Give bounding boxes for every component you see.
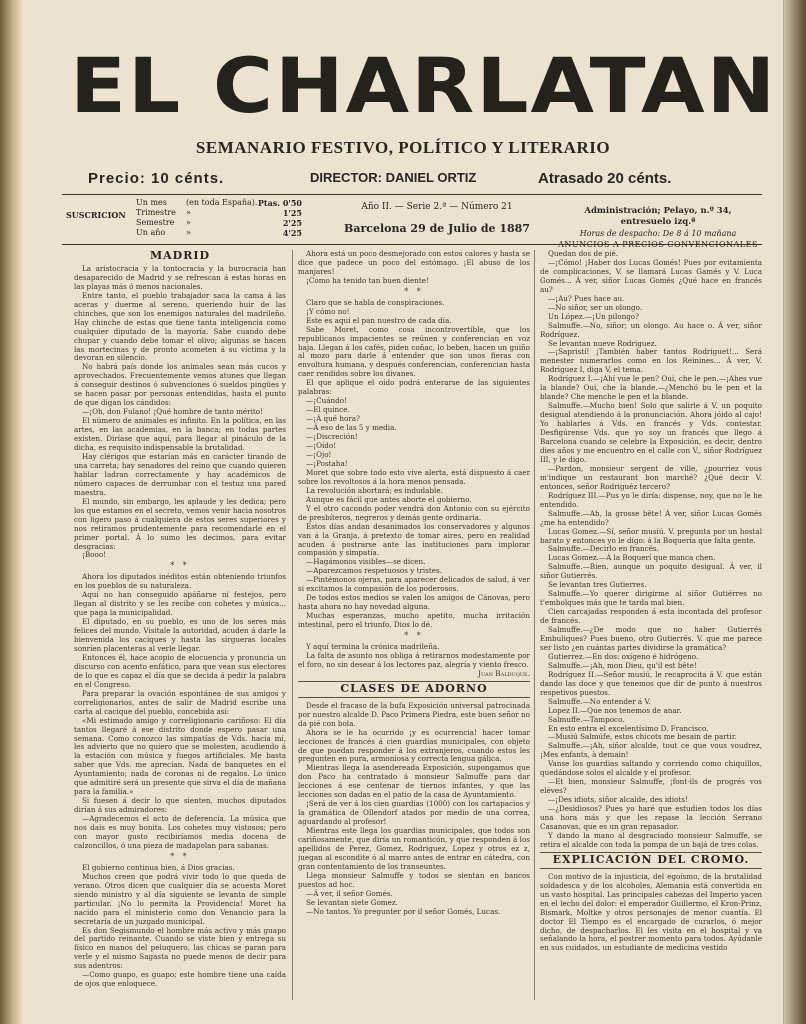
- paragraph: Rodríguez I.—¡Ahí vue le pen? Oui, che le pen.—¡Ahes vue la blande? Oui, che la blande.—¿Menchó bu le pen et la blande? Che menche le pen et la blande.: [540, 374, 762, 402]
- column-divider: [292, 250, 293, 1000]
- paragraph: Lucas Gomez.—Á la Boquerí que manca chen.: [548, 553, 716, 563]
- subscription-label: SUSCRICION: [66, 210, 126, 220]
- paragraph: El que aplique el oído podrá enterarse de las siguientes palabras:: [298, 378, 530, 397]
- author-signature: Juan Balduque.: [478, 668, 530, 678]
- column-middle: [298, 250, 530, 1006]
- paragraph: Salmuffe.—¿De modo que no haber Gutierrés Embuliques? Pues bueno, otro Gutierrés. V. que me parece ser listo ¿en cuántas partes dividirse la gramática?: [540, 625, 762, 652]
- paragraph: Salmuffe.—Ah, la grosse bête! Á ver, siñor Lucas Gomés ¿me ha entendido?: [540, 508, 762, 527]
- newspaper-page: [22, 0, 784, 1024]
- dialogue-line: —¡Cuándo!: [306, 396, 347, 406]
- paragraph: —Agradecemos el acto de deferencia. La música que nos dais es muy bonita. Los cohetes muy vistosos; pero con mayor gusto recibiríamos media docena de calzoncillos, ó una pieza de madapolan para sabanas.: [74, 814, 286, 850]
- paragraph: Y el otro cacondo poder vendrá don Antonio con su ejército de presbíteros, negreros y demás gente ordinaria.: [298, 503, 530, 522]
- paragraph: Si fuesen á decir lo que sienten, muchos diputados dirían á sus admiradores:: [74, 796, 286, 815]
- paragraph: ¡Como ha tenido tan buen diente!: [306, 275, 429, 285]
- masthead-title: EL CHARLATAN: [70, 42, 778, 131]
- paragraph: —¡Des idiots, siñor alcalde, des idiots!: [548, 795, 688, 805]
- issue-info: [322, 202, 552, 235]
- paragraph: Sabe Moret, como cosa incontrovertible, que los republicanos impacientes se reúnen y conferencian en voz baja. Llegan á los cafés, piden coñac, lo beben, hacen un guiño al mozo para darle á entender que son unos fieras con envoltura humana, y después conferencian, conferencian hasta caer rendidos sobre los divanes.: [298, 324, 530, 379]
- paragraph: —¡Sapristí! ¡También haber tantos Rodriguet!... Será menester numerarlos como en los Reinines... Á ver, V. Rodriguez I, diga V, el tema.: [540, 347, 762, 375]
- paragraph: La falta de asunto nos obliga á retirarnos modestamente por el foro, no sin desear á los lectores paz, alegría y viento fresco.: [298, 650, 530, 669]
- page-edge: [784, 0, 806, 1024]
- paragraph: Salmuffe.—No, siñor; un olongo. Au hace o. Á ver, siñor Rodríguez.: [540, 320, 762, 339]
- paragraph: La revolución abortará; es indudable.: [306, 485, 443, 495]
- paragraph: Rodríguez III.—Pus yo le diría: dispense, noy, que no le he entendido.: [540, 490, 762, 509]
- article-heading: MADRID: [149, 250, 211, 262]
- paragraph: —No siñor, ser un olongo.: [548, 302, 643, 312]
- paragraph: El diputado, en su pueblo, es uno de los seres más felices del mundo. Visitale la autoridad, acuden á darle la bienvenida los caciques y hasta las sirgueras locales sonríen placenteras al verle llegar.: [74, 617, 286, 653]
- paragraph: Salmuffe.—Decirlo en francés.: [548, 544, 659, 554]
- paragraph: Salmuffe.—Mucho bien! Solo que salirle á V. un poquito desigual atendiendo á la pronunciación. Ahora jóido al cajo! Yo hablarles á Vds. en francés y Vds. contestar. Desfigúrense Vds. que yo soy un francés que llego á Barcelona cuando se celebre la Exposición, es decir, dentro dies años y me encuentro en el calle con V., siñor Rodríguez III, y le digo.: [540, 401, 762, 464]
- director-label: DIRECTOR: DANIEL ORTIZ: [310, 170, 477, 185]
- paragraph: Salmuffe.—Bien, aunque un poquito desigual. Á ver, il siñor Gutierrés.: [540, 562, 762, 581]
- masthead-subtitle: SEMANARIO FESTIVO, POLÍTICO Y LITERARIO: [195, 138, 611, 157]
- paragraph: Aunque es fácil que antes aborte el gobierno.: [306, 494, 472, 504]
- paragraph: No habrá país donde los animales sean más cucos y aprovechados. Frecuentemente vemos atunes que llegan á conseguir destinos ó subvenciones ó sueldos pingües y se hacen pasar por personas entendidas, hasta el punto de que digan los cándidos:: [74, 362, 286, 408]
- paragraph: —¡Au? Pues hace au.: [548, 293, 625, 303]
- issue-date: Barcelona 29 de Julio de 1887: [344, 222, 530, 235]
- paragraph: —Musiú Salmúfe, estos chicots me besain de partir.: [548, 732, 737, 742]
- dialogue-line: —Á eso de las 5 y media.: [306, 423, 397, 433]
- subscription-block: [66, 198, 306, 240]
- paragraph: —Pintémonos ojeras, para aparecer delicados de salud, á ver si excitamos la compasión de los poderosos.: [298, 575, 530, 594]
- paragraph: —Á ver, il señor Gomés.: [306, 888, 393, 898]
- admin-address: Administración; Pelayo, n.º 34, entresuelo izq.ª: [584, 206, 732, 227]
- dialogue-line: —¡Discreción!: [306, 432, 358, 442]
- section-stars: * *: [170, 561, 190, 571]
- paragraph: El gobierno continua bien, á Dios gracias.: [82, 862, 235, 872]
- rate-row: Trimestre » 1'25: [136, 208, 302, 218]
- paragraph: —Aparezcamos respetuosos y tristes.: [306, 566, 443, 576]
- admin-hours: Horas de despacho: De 8 á 10 mañana: [579, 229, 737, 238]
- dialogue-line: —¡Oído!: [306, 441, 337, 451]
- paragraph: Aquí no han conseguido apáñarse ni festejos, pero llegan al distrito y se les recibe con cohetes y música... que paga la municipalidad.: [74, 590, 286, 618]
- paragraph: Se levantan tres Gutierres.: [548, 580, 647, 590]
- paragraph: Lucas Gomez.—Sí, señor musiú. V. pregunta por un hostal barato y entonces yo le digo: á la Boquería que falta gente.: [540, 526, 762, 545]
- paragraph: Salmuffe.—No entender á V.: [548, 696, 651, 706]
- paragraph: Salmuffe.—¡Ah, mon Dieu, qu'il est bête!: [548, 660, 697, 670]
- column-divider: [534, 250, 535, 1000]
- paragraph: Mientras este llega los guardias municipales, que todos son cariñosamente, que diría un romanticón, y que responden á los apellidos de Perez, Gomez, Rodriguez, Lopez y otros ez z, juegan al escondite ó al marro antes de entrar en cátedra, con gran contentamiento de los transeuntes.: [298, 826, 530, 871]
- dialogue-line: —¡Postaha!: [306, 458, 348, 468]
- paragraph: Claro que se habla de conspiraciones.: [306, 297, 445, 307]
- back-issue-price: Atrasado 20 cénts.: [538, 170, 672, 187]
- paragraph: Moret que sobre todo esto vive alerta, está dispuesto á caer sobre los revoltosos á la hora menos pensada.: [298, 467, 530, 486]
- section-stars: * *: [404, 286, 424, 296]
- paragraph: El número de animales es infinito. En la política, en las artes, en las academias, en la banca; en todas partes existen. Diríase que aquí, para llegar al pináculo de la dicha, es requisito indispensable la brutalidad.: [74, 416, 286, 453]
- paragraph: La aristocracia y la tontocracia y la burocracia han desaparecido de Madrid y se refrescan á estas horas en las playas más ó menos nacionales.: [74, 263, 286, 291]
- paragraph: Salmuffe.—Tampoco.: [548, 714, 625, 724]
- paragraph: Rodríguez II.—Señor musiú, le recaprocita á V. que están dando las doce y que tenemos que dir de punto á nuestros respetivos puestos.: [540, 669, 762, 697]
- dialogue-line: —El quince.: [306, 405, 350, 415]
- paragraph: Este es aquí el pan nuestro de cada día.: [306, 315, 452, 325]
- paragraph: En esto entra el excelentísimo D. Francisco.: [548, 723, 709, 733]
- paragraph: —Como guapo, es guapo; este hombre tiene una caída de ojos que enloquece.: [74, 970, 286, 989]
- paragraph: —Et bien, monsieur Salmuffe, ¡font-ils de progrés vos eléves?: [540, 777, 762, 796]
- paragraph: —Hagámonos visibles—se dicen.: [306, 557, 426, 567]
- paragraph: —¡Cómo! ¡Haber dos Lucas Gomés! Pues por evitamienta de complicaciones, V. se llamará Lucas Gamés y V. Luca Gomés... Á ver, siñor Lucas Gomés ¿Qué hace en francés au?: [540, 257, 762, 294]
- paragraph: —¡Oh, don Fulano! ¡Qué hombre de tanto mérito!: [82, 407, 263, 417]
- paragraph: —No tantos. Yo pregunter por il señor Gomés, Lucas.: [306, 906, 501, 916]
- paragraph: Vanse los guardias saltando y corriendo como chiquillos, quedándose solos el alcalde y el profesor.: [540, 759, 762, 778]
- paragraph: Cien carcajadas responden á esta incontada del profesor de francés.: [540, 607, 762, 626]
- paragraph: Ahora los diputados inéditos están obteniendo triunfos en los pueblos de su naturaleza.: [74, 572, 286, 591]
- paragraph: Muchas esperanzas, mucho apetito, mucha irritación intestinal, pero el triunfo, Dios lo dé.: [298, 611, 530, 630]
- issue-number: Año II. — Serie 2.ª — Número 21: [361, 202, 513, 212]
- dialogue-line: —¡Á qué hora?: [306, 414, 360, 424]
- rate-row: Un mes (en toda España). Ptas. 0'50: [136, 198, 302, 208]
- paragraph: Mientras llega la asendereada Exposición, supongamos que don Paco ha contratado á monsieur Salmuffe para dar lecciones á ese centenar de tiernos infantes, y que las lecciones son dadas en el patio de la casa de Ayuntamiento.: [298, 763, 530, 800]
- article-heading: CLASES DE ADORNO: [298, 681, 530, 698]
- paragraph: Un López.—¡Un pilongo?: [548, 311, 639, 321]
- paragraph: Muchos creen que podrá vivir todo lo que queda de verano. Otros dicen que cualquier día se acuesta Moret siendo ministro y al día siguiente se levanta de simple particular. ¡No lo permita la Providencia! Moret ha nacido para el ministerio como don Venancio para la secretaría de un juzgado municipal.: [74, 871, 286, 926]
- paragraph: Ahora se le ha ocurrido ¡y es ocurrencia! hacer tomar lecciones de francés á cien guardias municipales, con objeto de que puedan responder á los extranjeros, cuando estos les pregunten en pura, armoniosa y correcta lengua gálica.: [298, 727, 530, 764]
- section-stars: * *: [170, 851, 190, 861]
- paragraph: Salmuffe.—Yo querer dirigirme al siñor Gutiérres no t'embolques más que te tarda mal bien.: [540, 589, 762, 608]
- paragraph: Lopez II.—Que nos tenemos de anar.: [548, 705, 682, 715]
- paragraph: Salmuffe.—¡Ah, siñor alcalde, tout ce que vous voudrez, ¡Mes enfants, à demain!: [540, 741, 762, 760]
- paragraph: «Mi estimado amigo y correligionario cariñoso: El día tantos llegaré á ese distrito donde espero pasar una semana. Como conozco las simpatías de Vds. hacia mí, les advierto que no quiero que se molesten, acudiendo á la estación con música y fuegos artificiales. Me basta saber que Vds. me aprecian. Nada de banquetes en el Ayuntamiento; nada de coronas ni de regalos. Lo único que admitiré será un presente que sirva el día de mañana para la familia.»: [74, 715, 286, 797]
- header-bottom-rule: [62, 244, 762, 245]
- paragraph: Llega monsieur Salmuffe y todos se sientan en bancos puestos ad hoc.: [298, 870, 530, 889]
- paragraph: Para preparar la ovación espontánea de sus amigos y correligionarios, antes de salir de Madrid escribe una carta al cacique del pueblo, concebida así:: [74, 688, 286, 716]
- paragraph: Ahora está un poco desmejorado con estos calores y hasta se dice que padece un poco del estómago. ¡El abuso de los manjares!: [298, 250, 530, 276]
- header-rule: [62, 194, 762, 195]
- paragraph: Desde el fracaso de la bufa Exposición universal patrocinada por nuestro alcalde D. Paco Primera Piedra, este buen señor no da pié con bola.: [298, 700, 530, 728]
- binding-spine: [0, 0, 22, 1024]
- paragraph: Quedan dos de pié.: [548, 250, 619, 258]
- paragraph: ¡Será de ver á los cien guardias (1000) con los cartapacios y la gramática de Ollendorf atados por medio de una correa, aguardando al profesor!: [298, 799, 530, 827]
- paragraph: De todos estos medios se valen los amigos de Cánovas, pero hasta ahora no hay novedad alguna.: [298, 593, 530, 612]
- subscription-rates: [136, 198, 306, 238]
- rate-row: Semestre » 2'25: [136, 218, 302, 228]
- paragraph: Y aquí termina la crónica madrileña.: [306, 641, 440, 651]
- paragraph: Entonces él, hace acopio de elocuencia y pronuncia un discurso con acento enfático, para que vean sus electores de lo que es capaz el día que se decida á pedir la palabra en el Congreso.: [74, 652, 286, 689]
- price-label: Precio: 10 cénts.: [88, 170, 225, 187]
- info-row: [80, 170, 750, 192]
- paragraph: ¡Booo!: [82, 550, 107, 560]
- paragraph: El mundo, sin embargo, les aplaude y les dedica; pero los que estamos en el secreto, vemos venir hacia nosotros con ligero paso á cualquiera de estos seres superiores y nos retiramos prudentemente para recomendarle en el primer portal. Á lo sumo les decimos, para evitar desgracias:: [74, 496, 286, 551]
- dialogue-line: —¡Ojo!: [306, 449, 332, 459]
- paragraph: Con motivo de la injusticia, del egoísmo, de la brutalidad soldadesca y de los alcoholes, Alemania está convertida en un vasto hospital. Las principales cabezas del Imperio yacen en el lecho del dolor: el emperador Guillermo, el Kron-Prinz, Bismark, Moltke y otros personajes de menor cuantía. El doctor El Tiempo es el encargado de curarlos, ó mejor dicho, de despacharlos. El les visita en el hospital y va señalando la hora, el postrer momento para todos. Ayúdanle en sus cuidados, un estudiante de medicina vestido: [540, 871, 762, 953]
- column-right: [540, 250, 762, 1006]
- article-heading: EXPLICACIÓN DEL CROMO.: [540, 852, 762, 869]
- paragraph: Entre tanto, el pueblo trabajador saca la cama á las aceras y duerme al sereno, queriendo huir de las chinches, que son los enemigos naturales del madrileño. Hay chinche de estas que tiene tanta inteligencia como cualquier diputado de la mayoría. Sabe cuando debe chupar y cuando debe tomar el olivo; algunas se hacen las mortecinas y de pronto acometen á su víctima y la devoran en silencio.: [74, 290, 286, 363]
- paragraph: Es don Segismundo el hombre más activo y más guapo del partido reinante. Cuando se viste bien y entrega su físico en manos del peluquero, las chicas se paran para verle y el mismo Sagasta no puede menos de decir para sus adentros:: [74, 925, 286, 971]
- paragraph: Gutierrez.—En dos: oxígeno é hidrógeno.: [548, 651, 699, 661]
- paragraph: Y dando la mano al desgraciado monsieur Salmuffe, se retira el alcalde con toda la pompa de un bajá de tres colas.: [540, 830, 762, 849]
- paragraph: Se levantan nueve Rodriguez.: [548, 338, 657, 348]
- paragraph: —Pardon, monsieur sergent de ville, ¿pourriez vous m'indique un restaurant bon marché? ¿Qué decir V. entonces, señor Rodriguéz tercero?: [540, 463, 762, 491]
- rate-row: Un año » 4'25: [136, 228, 302, 238]
- paragraph: Hay clérigos que estarían más en carácter tirando de una carreta; hay senadores del reino que cuando quieren hablar ladran correctamente y hay académicos de número capaces de derrumbar con el testuz una pared maestra.: [74, 451, 286, 497]
- paragraph: Se levantan siete Gomez.: [306, 897, 398, 907]
- paragraph: Estos días andan desanimados los conservadores y algunos van á la Granja, á pretexto de tomar aires, pero en realidad acuden á postrarse ante las instituciones para implorar compasión y simpatía.: [298, 521, 530, 558]
- column-madrid: [74, 250, 286, 1006]
- paragraph: ¡Y cómo no!: [306, 306, 350, 316]
- paragraph: —¿Desidiosos? Pues yo haré que estudien todos los días una hora más y que les repase la lección Serrano Casanovas, que es un gran repasador.: [540, 804, 762, 831]
- section-stars: * *: [404, 631, 424, 641]
